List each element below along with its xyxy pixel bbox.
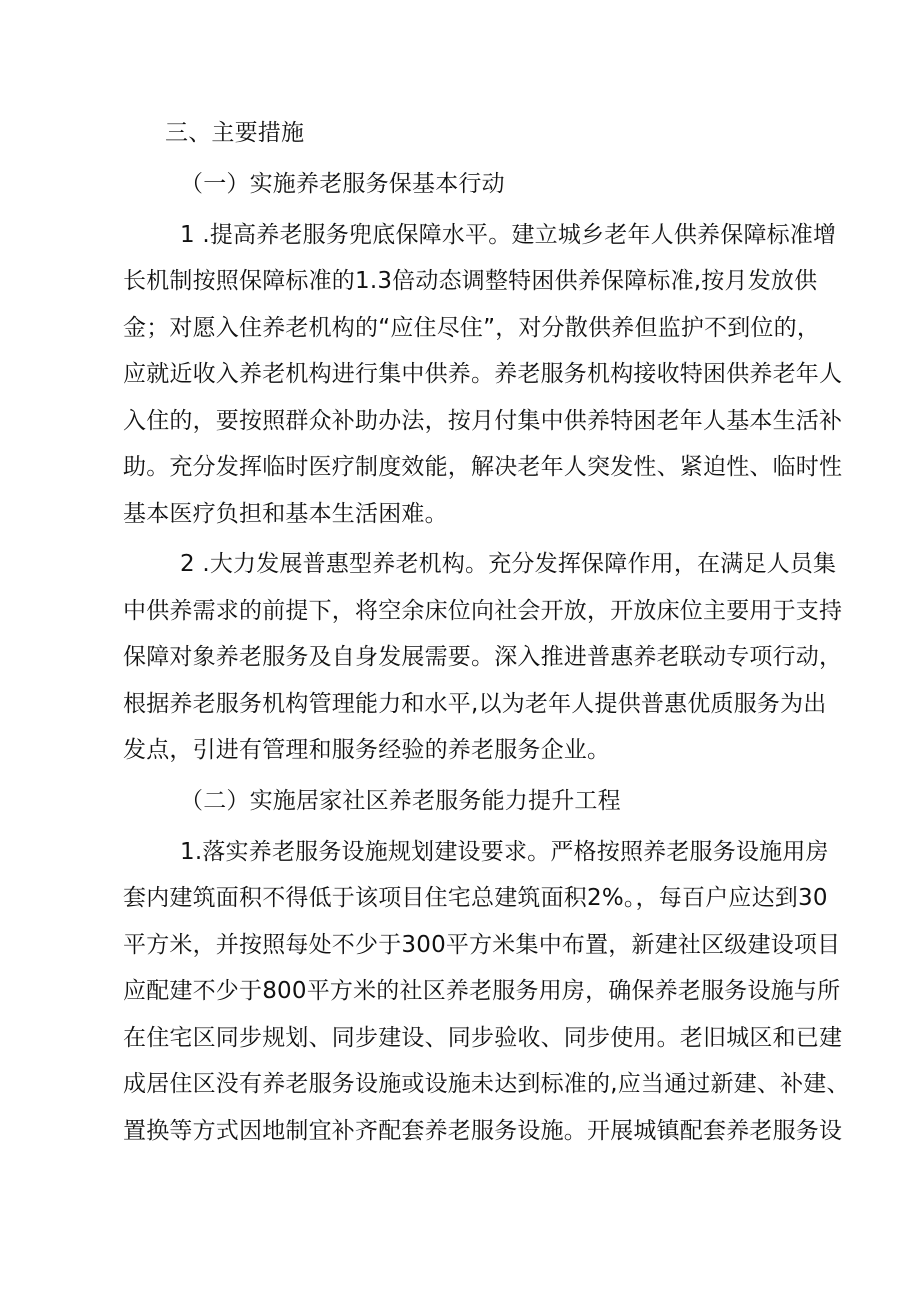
paragraph-line: 长机制按照保障标准的1.3倍动态调整特困供养保障标准,按月发放供 [123,268,818,294]
paragraph-line: 金；对愿入住养老机构的“应住尽住”，对分散供养但监护不到位的， [123,315,821,341]
main-heading: 三、主要措施 [165,120,305,146]
paragraph-line: 保障对象养老服务及自身发展需要。深入推进普惠养老联动专项行动， [123,644,843,670]
paragraph-line: 根据养老服务机构管理能力和水平,以为老年人提供普惠优质服务为出 [123,691,827,717]
section-heading: （一）实施养老服务保基本行动 [180,171,505,197]
paragraph-line: 发点，引进有管理和服务经验的养老服务企业。 [123,737,611,763]
paragraph-line: 入住的，要按照群众补助办法，按月付集中供养特困老年人基本生活补 [123,408,843,434]
paragraph-line: 1.落实养老服务设施规划建设要求。严格按照养老服务设施用房 [180,839,829,865]
paragraph-line: 2 .大力发展普惠型养老机构。充分发挥保障作用，在满足人员集 [180,551,837,577]
paragraph-line: 置换等方式因地制宜补齐配套养老服务设施。开展城镇配套养老服务设 [123,1118,843,1144]
paragraph-line: 套内建筑面积不得低于该项目住宅总建筑面积2%。，每百户应达到30 [123,885,828,911]
paragraph-line: 基本医疗负担和基本生活困难。 [123,501,448,527]
paragraph-line: 1 .提高养老服务兜底保障水平。建立城乡老年人供养保障标准增 [180,222,837,248]
paragraph-line: 助。充分发挥临时医疗制度效能，解决老年人突发性、紧迫性、临时性 [123,454,843,480]
paragraph-line: 应就近收入养老机构进行集中供养。养老服务机构接收特困供养老年人 [123,361,843,387]
paragraph-line: 应配建不少于800平方米的社区养老服务用房，确保养老服务设施与所 [123,978,841,1004]
paragraph-line: 成居住区没有养老服务设施或设施未达到标准的,应当通过新建、补建、 [123,1071,850,1097]
paragraph-line: 在住宅区同步规划、同步建设、同步验收、同步使用。老旧城区和已建 [123,1025,843,1051]
section-heading: （二）实施居家社区养老服务能力提升工程 [180,788,621,814]
paragraph-line: 平方米，并按照每处不少于300平方米集中布置，新建社区级建设项目 [123,932,841,958]
paragraph-line: 中供养需求的前提下，将空余床位向社会开放，开放床位主要用于支持 [123,598,843,624]
